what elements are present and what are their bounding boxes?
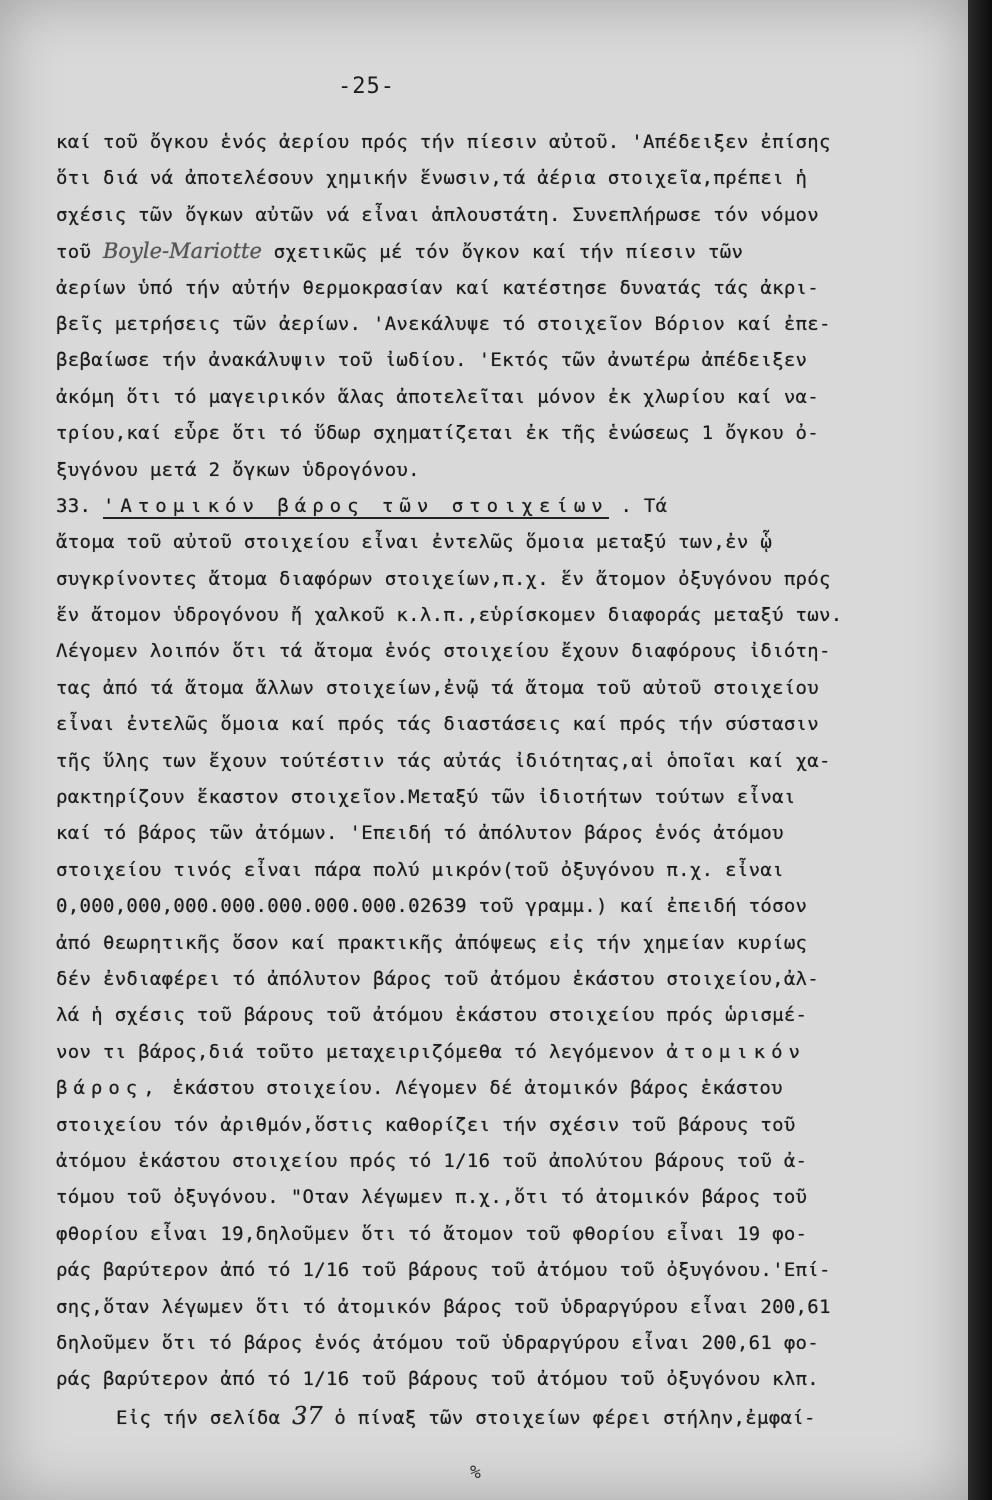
text-fragment: σχετικῶς μέ τόν ὄγκον καί τήν πίεσιν τῶν [273,241,744,264]
text-line: δηλοῦμεν ὅτι τό βάρος ἑνός ἀτόμου τοῦ ὑδραργύρου εἶναι 200,61 φο- [56,1331,820,1354]
text-line [56,233,956,269]
text-line [56,1070,956,1106]
text-line: ἀερίων ὑπό τήν αὐτήν θερμοκρασίαν καί κατέστησε δυνατάς τάς ἀκρι- [56,276,820,299]
spaced-term: βάρος, [56,1077,161,1100]
scan-edge [968,0,992,1500]
text-line: εἶναι ἐντελῶς ὅμοια καί πρός τάς διαστάσεις καί πρός τήν σύστασιν [56,713,820,736]
text-line: ἀτόμου ἑκάστου στοιχείου πρός τό 1/16 τοῦ ἀπολύτου βάρους τοῦ ἀ- [56,1149,808,1172]
text-line: δέν ἐνδιαφέρει τό ἀπόλυτον βάρος τοῦ ἀτόμου ἑκάστου στοιχείου,ἀλ- [56,967,820,990]
text-line: βεβαίωσε τήν ἀνακάλυψιν τοῦ ἰωδίου. 'Εκτός τῶν ἀνωτέρω ἀπέδειξεν [56,349,808,372]
body-text [56,124,956,1434]
handwritten-boyle-mariotte: Boyle-Mariotte [102,239,262,264]
footer-mark: % [470,1462,481,1483]
text-line: ἀκόμη ὅτι τό μαγειρικόν ἅλας ἀποτελεῖται μόνον ἐκ χλωρίου καί να- [56,385,820,408]
text-line: 0,000,000,000.000.000.000.000.02639 τοῦ γραμμ.) καί ἐπειδή τόσον [56,895,808,918]
text-line: ρακτηρίζουν ἕκαστον στοιχεῖον.Μεταξύ τῶν ἰδιοτήτων τούτων εἶναι [56,786,796,809]
text-line: ράς βαρύτερον ἀπό τό 1/16 τοῦ βάρους τοῦ ἀτόμου τοῦ ὀξυγόνου.'Επί- [56,1259,831,1282]
text-line: φθορίου εἶναι 19,δηλοῦμεν ὅτι τό ἄτομον τοῦ φθορίου εἶναι 19 φο- [56,1222,808,1245]
text-line: τας ἀπό τά ἄτομα ἄλλων στοιχείων,ἐνῷ τά ἄτομα τοῦ αὐτοῦ στοιχείου [56,676,820,699]
text-line: ὅτι διά νά ἀποτελέσουν χημικήν ἕνωσιν,τά ἀέρια στοιχεῖα,πρέπει ἡ [56,167,808,190]
text-line: στοιχείου τινός εἶναι πάρα πολύ μικρόν(τοῦ ὀξυγόνου π.χ. εἶναι [56,858,784,881]
text-line: τρίου,καί εὗρε ὅτι τό ὕδωρ σχηματίζεται ἐκ τῆς ἑνώσεως 1 ὄγκου ὀ- [56,422,820,445]
text-line: λά ἡ σχέσις τοῦ βάρους τοῦ ἀτόμου ἑκάστου στοιχείου πρός ὡρισμέ- [56,1004,808,1027]
text-line: ράς βαρύτερον ἀπό τό 1/16 τοῦ βάρους τοῦ ἀτόμου τοῦ ὀξυγόνου κλπ. [56,1368,820,1391]
text-line: ἀπό θεωρητικῆς ὅσον καί πρακτικῆς ἀπόψεως εἰς τήν χημείαν κυρίως [56,931,808,954]
text-line: καί τοῦ ὄγκου ἑνός ἀερίου πρός τήν πίεσιν αὐτοῦ. 'Απέδειξεν ἐπίσης [56,131,831,153]
text-line [56,1398,956,1434]
text-fragment: νον τι βάρος,διά τοῦτο μεταχειριζόμεθα τό λεγόμενον [56,1040,655,1063]
text-line: ἄτομα τοῦ αὐτοῦ στοιχείου εἶναι ἐντελῶς ὅμοια μεταξύ των,ἐν ᾧ [56,531,773,554]
text-fragment: ὁ πίναξ τῶν στοιχείων φέρει στήλην,ἐμφαί- [334,1406,816,1429]
spaced-term: ἀτομικόν [666,1040,806,1063]
text-line: τόμου τοῦ ὀξυγόνου. "Οταν λέγωμεν π.χ.,ὅτι τό ἀτομικόν βάρος τοῦ [56,1186,808,1209]
text-line: σχέσις τῶν ὄγκων αὐτῶν νά εἶναι ἁπλουστάτη. Συνεπλήρωσε τόν νόμον [56,203,820,226]
handwritten-page-ref: 37 [292,1401,323,1430]
section-title: 'Ατομικόν βάρος τῶν στοιχείων [102,494,609,517]
text-fragment: τῆς ὕλης των [56,749,197,772]
section-heading-line [56,488,956,524]
text-line: συγκρίνοντες ἄτομα διαφόρων στοιχείων,π.χ. ἕν ἄτομον ὀξυγόνου πρός [56,567,831,590]
text-line: σης,ὅταν λέγωμεν ὅτι τό ἀτομικόν βάρος τοῦ ὑδραργύρου εἶναι 200,61 [56,1295,831,1318]
text-line: ξυγόνου μετά 2 ὄγκων ὑδρογόνου. [56,458,420,481]
text-line: καί τό βάρος τῶν ἀτόμων. 'Επειδή τό ἀπόλυτον βάρος ἑνός ἀτόμου [56,822,784,845]
text-fragment: τοῦ [56,241,92,264]
page-number: -25- [338,74,395,99]
text-line: ἕν ἄτομον ὑδρογόνου ἤ χαλκοῦ κ.λ.π.,εὑρίσκομεν διαφοράς μεταξύ των. [56,604,843,627]
text-fragment: ἑκάστου στοιχείου. Λέγομεν δέ ἀτομικόν βάρος ἑκάστου [172,1077,783,1100]
text-line: βεῖς μετρήσεις τῶν ἀερίων. 'Ανεκάλυψε τό στοιχεῖον Βόριον καί ἐπε- [56,312,831,335]
text-fragment: . Τά [620,494,668,517]
text-line [56,1034,956,1070]
text-line [56,743,956,779]
text-line: Λέγομεν λοιπόν ὅτι τά ἄτομα ἑνός στοιχείου ἔχουν διαφόρους ἰδιότη- [56,640,831,663]
text-fragment: ἔχουν τούτέστιν τάς αὐτάς ἰδιότητας,αἱ ὁποῖαι καί χα- [208,749,831,772]
text-fragment: Εἰς τήν σελίδα [116,1406,281,1429]
text-line: στοιχείου τόν ἀριθμόν,ὅστις καθορίζει τήν σχέσιν τοῦ βάρους τοῦ [56,1113,796,1136]
section-number: 33. [56,494,92,517]
